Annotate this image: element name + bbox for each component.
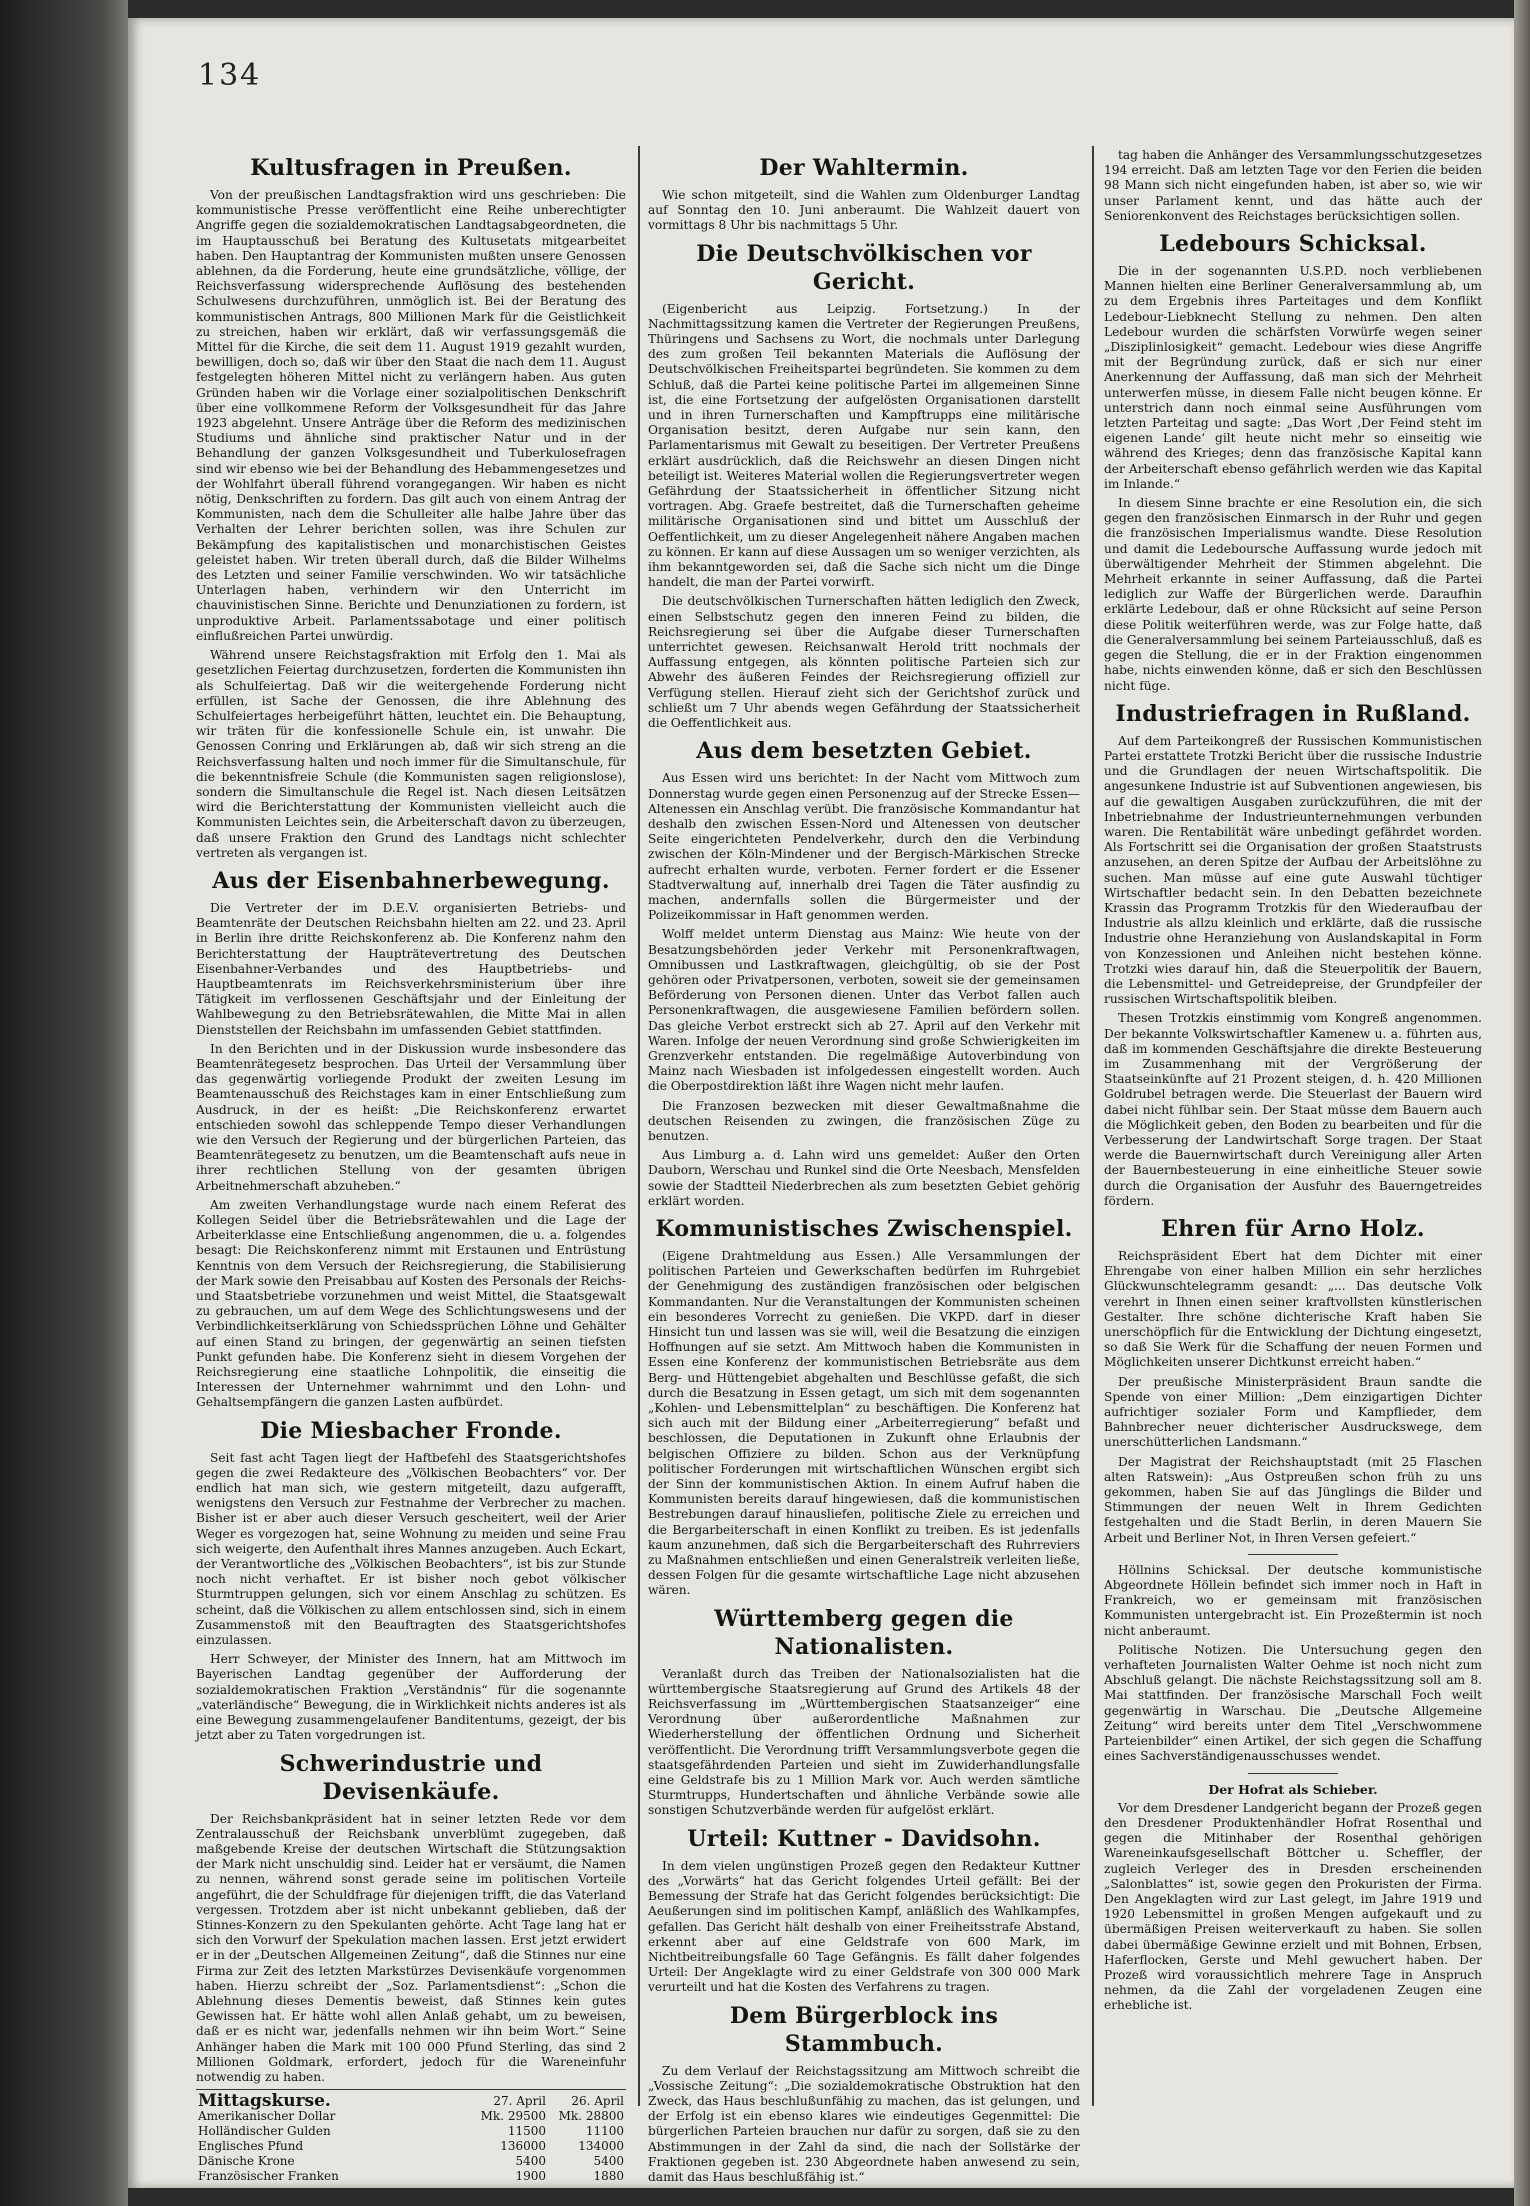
article-paragraph: Die in der sogenannten U.S.P.D. noch verbliebenen Mannen hielten eine Berliner Generalversammlung ab, um zu dem Ergebnis ihres Parteitages und dem Konflikt Ledebour-Liebknecht Stellung zu nehmen. Den alten Ledebour wurden die schärfsten Vorwürfe wegen seiner „Disziplinlosigkeit“ gemacht. Ledebour wies diese Angriffe mit der Begründung zurück, daß er sich nur einer Anerkennung der Auffassung, daß man sich der Mehrheit unterwerfen müsse, in diesem Falle nicht beugen könne. Er unterstrich dann noch einmal seine Ausführungen vom letzten Parteitag und sagte: „Das Wort ‚Der Feind steht im eigenen Lande‘ gilt heute nicht mehr so einseitig wie während des Krieges; denn das französische Kapital kann der Arbeiterschaft ebenso gefährlich werden wie das Kapital im Inlande.“ [1104,264,1482,491]
currency-label: Französischer Franken [198,2169,339,2184]
currency-label: Holländischer Gulden [198,2124,331,2139]
exchange-rates-box [196,2089,626,2184]
article-paragraph: Die Franzosen bezwecken mit dieser Gewaltmaßnahme die deutschen Reisenden zu zwingen, die französischen Züge zu benutzen. [648,1098,1080,1143]
column-middle [648,148,1081,2184]
article-paragraph: Der Magistrat der Reichshauptstadt (mit 25 Flaschen alten Ratswein): „Aus Ostpreußen schon früh zu uns gekommen, haben Sie auf das Jünglings die Bilder und Stimmungen der neuen Welt in Ihrem Gedichten festgehalten und die Stadt Berlin, in deren Mauern Sie Arbeit und Berliner Not, in Ihren Versen gefeiert.“ [1104,1454,1482,1545]
rate-value: 11500 [507,2124,546,2139]
article-paragraph: Veranlaßt durch das Treiben der Nationalsozialisten hat die württembergische Staatsregierung auf Grund des Artikels 48 der Reichsverfassung im „Württembergischen Staatsanzeiger“ eine Verordnung über außerordentliche Maßnahmen zur Wiederherstellung der öffentlichen Ordnung und Sicherheit veröffentlicht. Die Verordnung trifft Versammlungsverbote gegen die staatsgefährdenden Parteien und sieht im Zuwiderhandlungsfalle eine Geldstrafe bis zu 1 Million Mark vor. Auch werden sämtliche Sturmtrupps, Hundertschaften und ähnliche Verbände sowie alle sonstigen Schutzverbände werden für aufgelöst erklärt. [648,1666,1080,1818]
currency-label: Dänische Krone [198,2154,295,2169]
article-paragraph: Die Vertreter der im D.E.V. organisierten Betriebs- und Beamtenräte der Deutschen Reichsbahn hielten am 22. und 23. April in Berlin ihre dritte Reichskonferenz ab. Die Konferenz nahm den Berichterstattung der Haupträtevertretung des Deutschen Eisenbahner-Verbandes und des Hauptbetriebs- und Hauptbeamtenrats im Reichsverkehrsministerium über ihre Tätigkeit im verflossenen Geschäftsjahr und der Einleitung der Wahlbewegung zu den Betriebsrätewahlen, die Mitte Mai in allen Dienststellen der Reichsbahn im umfassenden Gebiet stattfinden. [196,900,626,1037]
article-paragraph: In dem vielen ungünstigen Prozeß gegen den Redakteur Kuttner des „Vorwärts“ hat das Gericht folgendes Urteil gefällt: Bei der Bemessung der Strafe hat das Gericht folgendes berücksichtigt: Die Aeußerungen sind im politischen Kampf, anläßlich des Wahlkampfes, gefallen. Das Gericht hält deshalb von einer Freiheitsstrafe Abstand, erkennt aber auf eine Geldstrafe von 600 Mark, im Nichtbeitreibungsfalle 60 Tage Gefängnis. Es fällt daher folgendes Urteil: Der Angeklagte wird zu einer Geldstrafe von 300 000 Mark verurteilt und hat die Kosten des Verfahrens zu tragen. [648,1858,1080,1995]
rate-value: Mk. 28800 [558,2109,624,2124]
book-binding [0,0,128,2206]
article-paragraph: Höllnins Schicksal. Der deutsche kommunistische Abgeordnete Höllein befindet sich immer noch in Haft in Frankreich, wo er gemeinsam mit französischen Kommunisten untergebracht ist. Ein Prozeßtermin ist noch nicht anberaumt. [1104,1562,1482,1638]
article-headline: Schwerindustrie und Devisenkäufe. [279,1750,543,1805]
article-paragraph: In diesem Sinne brachte er eine Resolution ein, die sich gegen den französischen Einmarsch in der Ruhr und gegen die französischen Imperialismus wandte. Diese Resolution und damit die Ledeboursche Auffassung wurde jedoch mit überwältigender Mehrheit der Stimmen abgelehnt. Die Mehrheit erkannte in seiner Auffassung, daß die Partei lediglich zur Waffe der Bürgerlichen werde. Daraufhin erklärte Ledebour, daß er ohne Rücksicht auf seine Person diese Politik weiterführen werde, was zur Folge hatte, daß die Generalversammlung bei seinem Parteiausschluß, daß es gegen die Stellung, die er in der Fraktion eingenommen habe, nichts einwenden könne, daß er sich den Beschlüssen nicht füge. [1104,496,1482,693]
currency-label: Amerikanischer Dollar [198,2109,336,2124]
article-paragraph: Der Reichsbankpräsident hat in seiner letzten Rede vor dem Zentralausschuß der Reichsbank unverblümt zugegeben, daß maßgebende Kreise der deutschen Wirtschaft die Stützungsaktion der Mark nicht unschuldig sind. Leider hat er versäumt, die Namen zu nennen, während sonst gerade seine im politischen Vorteile angeführt, die der Schuldfrage für diejenigen trifft, die das Vaterland vergessen. Trotzdem aber ist nicht unbekannt geblieben, daß der Stinnes-Konzern zu den Spekulanten gehörte. Acht Tage lang hat er sich den Vorwurf der Spekulation machen lassen. Erst jetzt erwidert er in der „Deutschen Allgemeinen Zeitung“, daß die Stinnes nur eine Firma zur Zeit des letzten Markstürzes Devisenkäufe vorgenommen haben. Hierzu schreibt der „Soz. Parlamentsdienst“: „Schon die Ablehnung dieses Dementis beweist, daß Stinnes kein gutes Gewissen hat. Er hätte wohl allen Anlaß gehabt, um zu beweisen, daß er es nicht war, jedenfalls nehmen wir ihn beim Wort.“ Seine Anhänger haben die Mark mit 100 000 Pfund Sterling, das sind 2 Millionen Goldmark, erfordert, jedoch für die Wareneinfuhr notwendig zu haben. [196,1811,626,2084]
article-paragraph: Die deutschvölkischen Turnerschaften hätten lediglich den Zweck, einen Selbstschutz gegen den inneren Feind zu bilden, die Reichsregierung sei über die Aufgabe dieser Turnerschaften unterrichtet gewesen. Reichsanwalt Herold tritt nochmals der Auffassung entgegen, als könnten politische Parteien sich zur Abwehr des äußeren Feindes der Reichsregierung offiziell zur Verfügung stellen. Hierauf zieht sich der Gerichtshof zurück und schließt um 7 Uhr abends wegen Gefährdung der Staatssicherheit die Oeffentlichkeit aus. [648,594,1080,731]
divider [196,2089,626,2090]
table-row [196,2169,626,2184]
divider [1248,1773,1338,1774]
article-paragraph: Der preußische Ministerpräsident Braun sandte die Spende von einer Million: „Dem einzigartigen Dichter aufrichtiger sozialer Form und Kampflieder, dem Bahnbrecher neuer dichterischer Ausdruckswege, dem unerschütterlichen Landsmann.“ [1104,1374,1482,1450]
article-headline: Aus der Eisenbahnerbewegung. [212,867,610,894]
page-number: 134 [198,58,262,93]
rate-value: 134000 [578,2139,624,2154]
article-paragraph: Thesen Trotzkis einstimmig vom Kongreß angenommen. Der bekannte Volkswirtschaftler Kamenew u. a. führten aus, daß im kommenden Geschäftsjahre die direkte Besteuerung im Zusammenhang mit der Vergrößerung der Staatseinkünfte auf 21 Prozent steigen, d. h. 420 Millionen Goldrubel betragen werde. Die Steuerlast der Bauern wird dabei nicht fühlbar sein. Der Staat müsse dem Bauern auch die Möglichkeit geben, den Boden zu bearbeiten und für die Verbesserung der Landwirtschaft Sorge tragen. Der Staat werde die Bauernwirtschaft durch Vereinigung aller Arten der Bauernbesteuerung in eine einheitliche Steuer sowie durch die Organisation der Ausfuhr des Bauerngetreides fördern. [1104,1011,1482,1208]
rate-value: Mk. 29500 [480,2109,546,2124]
divider [1248,1554,1338,1555]
article-paragraph: Seit fast acht Tagen liegt der Haftbefehl des Staatsgerichtshofes gegen die zwei Redakteure des „Völkischen Beobachters“ vor. Der endlich hat man sich, wie gestern mitgeteilt, dazu aufgerafft, wenigstens den Versuch zur Festnahme der Verbrecher zu machen. Bisher ist er aber auch dieser Versuch gescheitert, weil der Arier Weger es vorgezogen hat, seine Wohnung zu meiden und seine Frau sich weigerte, den Aufenthalt ihres Mannes anzugeben. Auch Eckart, der Verantwortliche des „Völkischen Beobachters“, ist bis zur Stunde noch nicht verhaftet. Er ist bisher noch gebot völkischer Sturmtruppen gelungen, sich vor einem Anschlag zu schützen. Es scheint, daß die Völkischen zu allem entschlossen sind, sich in einem Zusammenstoß mit den Beauftragten des Staatsgerichtshofes einzulassen. [196,1450,626,1648]
article-paragraph: Auf dem Parteikongreß der Russischen Kommunistischen Partei erstattete Trotzki Bericht über die russische Industrie und die Grundlagen der neuen Wirtschaftspolitik. Die angesunkene Industrie ist auf Subventionen angewiesen, bis auf die gewaltigen Ausgaben zurückzuführen, die mit der Inbetriebnahme der Industrieunternehmungen verbunden waren. Die Rentabilität wäre unbedingt gefährdet worden. Als Fortschritt sei die Organisation der großen Staatstrusts anzusehen, an deren Spitze der Aufbau der Arbeitslöhne zu suchen. Man müsse auf eine gute Auswahl tüchtiger Wirtschaftler bedacht sein. In den Debatten bezeichnete Krassin das Programm Trotzkis für den Wiederaufbau der Industrie als allzu kleinlich und erklärte, daß die russische Industrie ohne Heranziehung von Auslandskapital in Form von Konzessionen und Anleihen nicht bestehen könne. Trotzki wies darauf hin, daß die Steuerpolitik der Bauern, die Lebensmittel- und Getreidepreise, der Grundpfeiler der russischen Wirtschaftspolitik bleiben. [1104,733,1482,1007]
article-paragraph: Von der preußischen Landtagsfraktion wird uns geschrieben: Die kommunistische Presse veröffentlicht eine Reihe unberechtigter Angriffe gegen die sozialdemokratischen Landtagsabgeordneten, die im Hauptausschuß bei Beratung des Kultusetats mitgearbeitet haben. Den Hauptantrag der Kommunisten mußten unsere Genossen ablehnen, da die Forderung, heute eine grundsätzliche, völlige, der Reichsverfassung widersprechende Auflösung des bestehenden Schulwesens durchzuführen, unmöglich ist. Bei der Beratung des kommunistischen Antrags, 800 Millionen Mark für die Geistlichkeit zu streichen, haben wir erklärt, daß wir verfassungsgemäß die Mittel für die Kirche, die seit dem 11. August 1919 gezahlt wurden, bewilligen, doch so, daß wir über den Staat die nach dem 11. August festgelegten höheren Mittel nicht zu verlängern haben. Aus guten Gründen haben wir die Vorlage einer sozialpolitischen Denkschrift über eine vollkommene Reform der Volksgesundheit für das Jahre 1923 abgelehnt. Unsere Anträge über die Reform des medizinischen Studiums und ähnliche sind praktischer Natur und in der Behandlung der ganzen Volksgesundheit und Tuberkulosefragen sind wir ebenso wie bei der Behandlung des Hebammengesetzes und der Wohlfahrt überall führend vorangegangen. Wir haben es nicht nötig, Denkschriften zu fordern. Das gilt auch von einem Antrag der Kommunisten, nach dem die Schulleiter alle halbe Jahre über das Verhalten der Lehrer berichten sollen, was ihre Schulen zur Bekämpfung des kapitalistischen und monarchistischen Geistes geleistet haben. Wir treten überall durch, daß die Bilder Wilhelms des Letzten und seiner Familie verschwinden. Wo wir tatsächliche Unterlagen haben, verhindern wir den Unterricht im chauvinistischen Sinne. Berichte und Denunziationen zu fordern, ist unproduktive Arbeit. Parlamentssabotage und einer politisch einflußreichen Partei unwürdig. [196,188,626,643]
rate-value: 5400 [515,2154,546,2169]
column-divider [1092,146,1094,2106]
column-left [196,148,626,2184]
article-paragraph: tag haben die Anhänger des Versammlungsschutzgesetzes 194 erreicht. Daß am letzten Tage vor den Ferien die beiden 98 Mann sich nicht eingefunden haben, ist aber so, wie wir unser Parlament kennt, und das hätte auch der Seniorenkonvent des Reichstages berücksichtigen sollen. [1104,148,1482,223]
article-paragraph: (Eigene Drahtmeldung aus Essen.) Alle Versammlungen der politischen Parteien und Gewerkschaften bedürfen im Ruhrgebiet der Genehmigung des zuständigen französischen oder belgischen Kommandanten. Nur die Veranstaltungen der Kommunisten scheinen ein besonderes Vorrecht zu genießen. Die VKPD. darf in dieser Hinsicht tun und lassen was sie will, weil die Besatzung die einzigen Hoffnungen auf sie setzt. Am Mittwoch haben die Kommunisten in Essen eine Konferenz der kommunistischen Betriebsräte aus dem Berg- und Hüttengebiet abgehalten und Beschlüsse gefaßt, die sich durch die Besatzung in Essen getagt, um sich mit dem sogenannten „Kohlen- und Lebensmittelplan“ zu beschäftigen. Die Konferenz hat sich auch mit der Bildung einer „Arbeiterregierung“ befaßt und beschlossen, die Deputationen in Zukunft ohne Erlaubnis der belgischen Offiziere zu bilden. Schon aus der Verknüpfung politischer Forderungen mit wirtschaftlichen Wünschen ergibt sich der Sinn der kommunistischen Aktion. In einem Aufruf haben die Kommunisten bereits darauf hingewiesen, daß die kommunistischen Bestrebungen darauf hinausliefen, politische Ziele zu erreichen und die Bergarbeiterschaft in einen Konflikt zu treiben. Es ist jedenfalls kaum anzunehmen, daß sich die Bergarbeiterschaft des Ruhrreviers zu Maßnahmen entschließen und einen Generalstreik verleiten ließe, dessen Folgen für die gesamte wirtschaftliche Lage nicht abzusehen wären. [648,1248,1080,1598]
article-headline: Aus dem besetzten Gebiet. [696,738,1032,765]
article-paragraph: Politische Notizen. Die Untersuchung gegen den verhafteten Journalisten Walter Oehme ist noch nicht zum Abschluß gelangt. Die nächste Reichstagssitzung soll am 8. Mai stattfinden. Der französische Marschall Foch weilt gegenwärtig in Warschau. Die „Deutsche Allgemeine Zeitung“ wird bereits unter dem Titel „Verschwommene Parteienbilder“ einen Artikel, der sich gegen die Schaffung eines Sachverständigenausschusses wendet. [1104,1642,1482,1764]
newspaper-page [128,18,1514,2188]
article-paragraph: Am zweiten Verhandlungstage wurde nach einem Referat des Kollegen Seidel über die Betriebsrätewahlen und die Lage der Arbeiterklasse eine Entschließung angenommen, die u. a. folgendes besagt: Die Reichskonferenz nimmt mit Erstaunen und Entrüstung Kenntnis von dem Versuch der Reichsregierung, die Stabilisierung der Mark sowie den Preisabbau auf Kosten des Personals der Reichs- und Staatsbetriebe vorzunehmen und weist Mittel, die Staatsgewalt zu gebrauchen, um auf dem Wege des Schlichtungswesens und der Verbindlichkeitserklärung von Schiedssprüchen Löhne und Gehälter auf einen Stand zu bringen, der gegenwärtig an seinen tiefsten Punkt gefunden habe. Die Konferenz sieht in diesem Vorgehen der Reichsregierung eine staatliche Lohnpolitik, die einseitig die Interessen der Unternehmer wahrnimmt und den Lohn- und Gehaltsempfängern die ganzen Lasten aufbürdet. [196,1197,626,1410]
table-row [196,2139,626,2154]
article-headline: Kultusfragen in Preußen. [250,155,572,181]
article-headline: Die Deutschvölkischen vor Gericht. [696,240,1032,295]
article-headline: Ledebours Schicksal. [1159,231,1427,258]
article-paragraph: (Eigenbericht aus Leipzig. Fortsetzung.) In der Nachmittagssitzung kamen die Vertreter der Regierungen Preußens, Thüringens und Sachsens zu Wort, die nochmals unter Darlegung des zum großen Teil bekannten Materials die Auflösung der Deutschvölkischen Freiheitspartei begründeten. Sie kommen zu dem Schluß, daß die Partei keine politische Partei im allgemeinen Sinne ist, die eine Fortsetzung der aufgelösten Organisationen darstellt und in ihren Turnerschaften und Kampftrupps eine militärische Organisation besitzt, deren Aufgabe nur sein kann, den Parlamentarismus mit Gewalt zu beseitigen. Der Vertreter Preußens erklärt ausdrücklich, daß die Reichswehr an diesen Dingen nicht beteiligt ist. Weiteres Material wollen die Regierungsvertreter wegen Gefährdung der Staatssicherheit in öffentlicher Sitzung nicht vortragen. Abg. Graefe bestreitet, daß die Turnerschaften geheime militärische Organisationen sind und bittet um Ausschluß der Oeffentlichkeit, um zu dieser Angelegenheit nähere Angaben machen zu können. Er kann auf diese Aussagen um so weniger verzichten, als ihm bekanntgeworden sei, daß die Sache sich nicht um die Dinge handelt, die man der Partei vorwirft. [648,301,1081,590]
article-paragraph: Wolff meldet unterm Dienstag aus Mainz: Wie heute von der Besatzungsbehörden jeder Verkehr mit Personenkraftwagen, Omnibussen und Lastkraftwagen, gleichgültig, ob sie der Post gehören oder Privatpersonen, verboten, soweit sie der gemeinsamen Beförderung von Personen dienen. Unter das Verbot fallen auch Personenkraftwagen, die ausgewiesene Familien befördern sollen. Das gleiche Verbot erstreckt sich ab 27. April auf den Verkehr mit Waren. Infolge der neuen Verordnung sind große Schwierigkeiten im Grenzverkehr entstanden. Die regelmäßige Autoverbindung von Mainz nach Wiesbaden ist infolgedessen eingestellt worden. Auch die Oberpostdirektion läßt ihre Wagen nicht mehr laufen. [648,927,1080,1094]
column-date: 26. April [571,2094,624,2109]
article-paragraph: In den Berichten und in der Diskussion wurde insbesondere das Beamtenrätegesetz besprochen. Das Urteil der Versammlung über das gegenwärtig vorliegende Produkt der zweiten Lesung im Beamtenausschuß des Reichstages kam in einer Entschließung zum Ausdruck, in der es heißt: „Die Reichskonferenz erwartet entschieden sowohl das schleppende Tempo dieser Verhandlungen wie den Versuch der Regierung und der bürgerlichen Parteien, das Beamtenrätegesetz zu benutzen, um die Beamtenschaft aufs neue in ihrer rechtlichen Stellung von der gesamten übrigen Arbeitnehmerschaft abzuheben.“ [196,1041,626,1193]
article-headline: Dem Bürgerblock ins Stammbuch. [729,2002,999,2057]
column-right [1104,148,1482,2108]
table-row [196,2154,626,2169]
article-paragraph: Vor dem Dresdener Landgericht begann der Prozeß gegen den Dresdener Produktenhändler Hofrat Rosenthal und gegen die Mitinhaber der Rosenthal gehörigen Wareneinkaufsgesellschaft Böttcher u. Scheffler, der zugleich Verleger des in Dresden erscheinenden „Salonblattes“ ist, sowie gegen den Prokuristen der Firma. Den Angeklagten wird zur Last gelegt, im Jahre 1919 und 1920 Lebensmittel in großen Mengen aufgekauft und zu übermäßigen Preisen weiterverkauft zu haben. Sie sollen dabei übermäßige Gewinne erzielt und mit Bohnen, Erbsen, Haferflocken, Gerste und Mehl gewuchert haben. Der Prozeß wird voraussichtlich mehrere Tage in Anspruch nehmen, da die Zahl der vorgeladenen Zeugen eine erhebliche ist. [1104,1800,1482,2013]
rate-value: 1900 [515,2169,546,2184]
currency-label: Englisches Pfund [198,2139,304,2154]
article-paragraph: Aus Essen wird uns berichtet: In der Nacht vom Mittwoch zum Donnerstag wurde gegen einen Personenzug auf der Strecke Essen—Altenessen ein Anschlag verübt. Die französische Kommandantur hat deshalb den zwischen Essen-Nord und Altenessen von deutscher Seite eingerichteten Pendelverkehr, durch den die Verbindung zwischen der Köln-Mindener und der Bergisch-Märkischen Strecke aufrecht erhalten wurde, verboten. Ferner fordert er die Essener Stadtverwaltung auf, innerhalb drei Tagen die Täter ausfindig zu machen, andernfalls sollen die Bürgermeister und der Polizeikommissar in Haft genommen werden. [648,771,1080,923]
article-paragraph: Wie schon mitgeteilt, sind die Wahlen zum Oldenburger Landtag auf Sonntag den 10. Juni anberaumt. Die Wahlzeit dauert von vormittags 8 Uhr bis nachmittags 5 Uhr. [648,188,1080,233]
page-edge [1514,0,1530,2206]
article-headline: Industriefragen in Rußland. [1115,700,1471,727]
column-divider [638,146,640,2106]
article-paragraph: Herr Schweyer, der Minister des Innern, hat am Mittwoch im Bayerischen Landtag gegenüber der Aufforderung der sozialdemokratischen Fraktion „Verständnis“ für die sogenannte „vaterländische“ Bewegung, die in Wirklichkeit nichts anderes ist als eine Bewegung zusammengelaufener Banditentums, gezeigt, der bis jetzt aber zu Taten vorgedrungen ist. [196,1652,626,1743]
rate-value: 1880 [593,2169,624,2184]
rate-value: 136000 [500,2139,546,2154]
article-headline: Urteil: Kuttner - Davidsohn. [687,1825,1041,1852]
column-date: 27. April [493,2094,546,2109]
article-headline: Der Wahltermin. [759,155,969,181]
table-row [196,2124,626,2139]
exchange-rates-title: Mittagskurse. [198,2091,331,2112]
article-paragraph: Aus Limburg a. d. Lahn wird uns gemeldet: Außer den Orten Dauborn, Werschau und Runkel sind die Orte Neesbach, Mensfelden sowie der Stadtteil Niederbrechen als zum besetzten Gebiet gehörig erklärt worden. [648,1148,1080,1208]
article-paragraph: Während unsere Reichstagsfraktion mit Erfolg den 1. Mai als gesetzlichen Feiertag durchzusetzen, forderten die Kommunisten ihn als Schulfeiertag. Daß wir die weitergehende Forderung nicht erfüllen, ist Sache der Genossen, die ihre Ablehnung des Schulfeiertages herbeigeführt hätten, leuchtet ein. Die Behauptung, wir träten für die konfessionelle Schule ein, ist unwahr. Die Genossen Conring und Erklärungen ab, daß wir sich streng an die Reichsverfassung halten und noch immer für die Simultanschule, für die bekenntnisfreie Schule (die Kommunisten sagen religionslose), sondern die Simultanschule die Regel ist. Nach diesen Leitsätzen wird die Berichterstattung der Kommunisten vielleicht auch die Kommunisten Leichtes sein, die Arbeiterschaft davon zu überzeugen, daß unsere Fraktion den Grund des Landtags nicht schlechter vertreten als vergangen ist. [196,648,626,860]
rate-value: 5400 [593,2154,624,2169]
article-headline: Der Hofrat als Schieber. [1208,1781,1378,1797]
article-paragraph: Zu dem Verlauf der Reichstagssitzung am Mittwoch schreibt die „Vossische Zeitung“: „Die sozialdemokratische Obstruktion hat den Zweck, das Haus beschlußunfähig zu machen, das ist gelungen, und der Erfolg ist ein ebenso klares wie eindeutiges Gegenmittel: Die bürgerlichen Parteien brauchen nur dafür zu sorgen, daß sie zu den Abstimmungen in der Zahl da sind, die nach der Sollstärke der Fraktionen gegeben ist. 230 Abgeordnete haben anwesend zu sein, damit das Haus beschlußfähig ist.“ [648,2063,1080,2184]
article-paragraph: Reichspräsident Ebert hat dem Dichter mit einer Ehrengabe von einer halben Million ein sehr herzliches Glückwunschtelegramm gesandt: „... Das deutsche Volk verehrt in Ihnen einen seiner kraftvollsten künstlerischen Gestalter. Ihre schöne dichterische Kraft haben Sie unerschöpflich für die Entwicklung der Dichtung eingesetzt, so daß Sie Werk für die Schaffung der neuen Formen und Möglichkeiten unserer Dichtkunst erreicht haben.“ [1104,1249,1482,1370]
table-row [196,2109,626,2124]
article-headline: Ehren für Arno Holz. [1161,1216,1425,1242]
article-headline: Kommunistisches Zwischenspiel. [655,1215,1073,1242]
article-headline: Württemberg gegen die Nationalisten. [714,1605,1014,1660]
exchange-rates-table [196,2091,626,2184]
rate-value: 11100 [585,2124,624,2139]
article-headline: Die Miesbacher Fronde. [260,1417,562,1444]
